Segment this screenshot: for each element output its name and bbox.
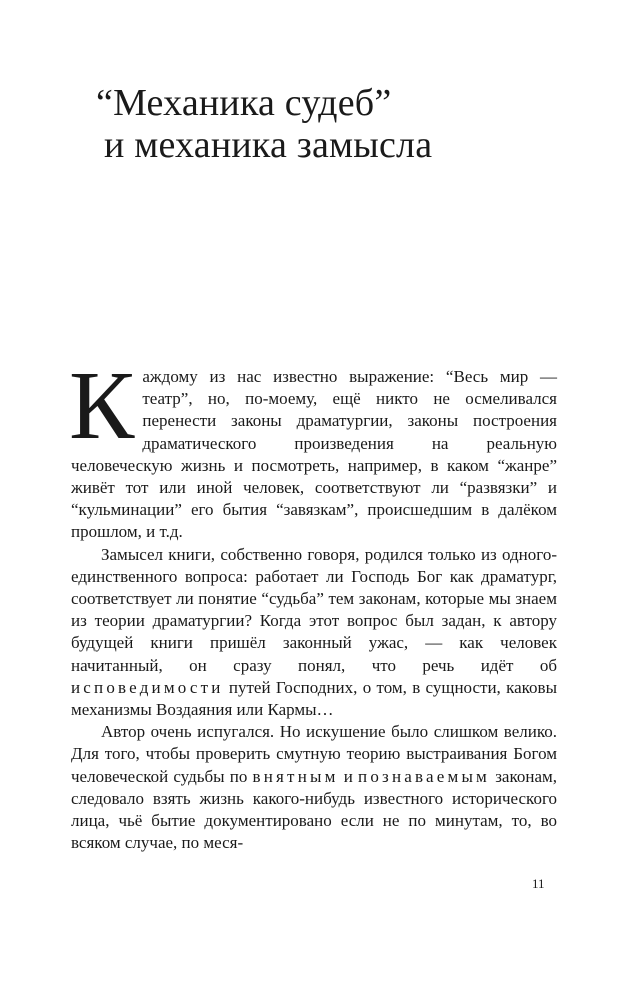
drop-cap: К xyxy=(69,352,135,460)
paragraph-1-text: аждому из нас известно выражение: “Весь мир — театр”, но, по-моему, ещё никто не осмеливался перенести законы драматургии, законы построения драматического произведения на реальную человеческую жизнь и посмотреть, например, в каком “жанре” живёт тот или иной человек, соответствуют ли “развязки” и “кульминации” его бытия “завязкам”, происшедшим в далёком прошлом, и т.д. xyxy=(71,367,557,542)
paragraph-3-text-end: законам, следовало взять жизнь какого-нибудь известного исторического лица, чьё бытие документировано если не по минутам, то, во всяком случае, по меся- xyxy=(71,766,558,853)
paragraph-1 xyxy=(69,352,557,544)
chapter-title xyxy=(96,82,576,166)
page-number: 11 xyxy=(532,876,545,891)
paragraph-2-text-start: Замысел книги, собственно говоря, родился только из одного-единственного вопроса: работает ли Господь Бог как драматург, соответствует ли понятие “судьба” тем законам, которые мы знаем из теории драматургии? Когда этот вопрос был задан, к автору будущей книги пришёл законный ужас, — как человек начитанный, он сразу понял, что речь идёт об xyxy=(71,544,557,675)
paragraph-2 xyxy=(71,544,557,722)
emphasis-poznavaemym: познаваемым xyxy=(358,766,491,786)
chapter-title-line-2: и механика замысла xyxy=(104,124,433,166)
paragraph-3-text-start: Автор очень испугался. Но искушение было слишком велико. Для того, чтобы проверить смутную теорию выстраивания Богом человеческой судьбы по xyxy=(71,722,557,786)
chapter-title-line-1: “Механика судеб” xyxy=(96,82,392,124)
emphasis-vnyatnym: внятным xyxy=(252,766,339,786)
emphasis-ispovedimosti: исповедимости xyxy=(71,677,224,697)
paragraph-3 xyxy=(71,721,557,854)
body-text xyxy=(69,352,558,854)
paragraph-2-text-end: путей Господних, о том, в сущности, каковы механизмы Воздаяния или Кармы… xyxy=(71,677,557,720)
paragraph-3-conjunction: и xyxy=(343,766,353,786)
